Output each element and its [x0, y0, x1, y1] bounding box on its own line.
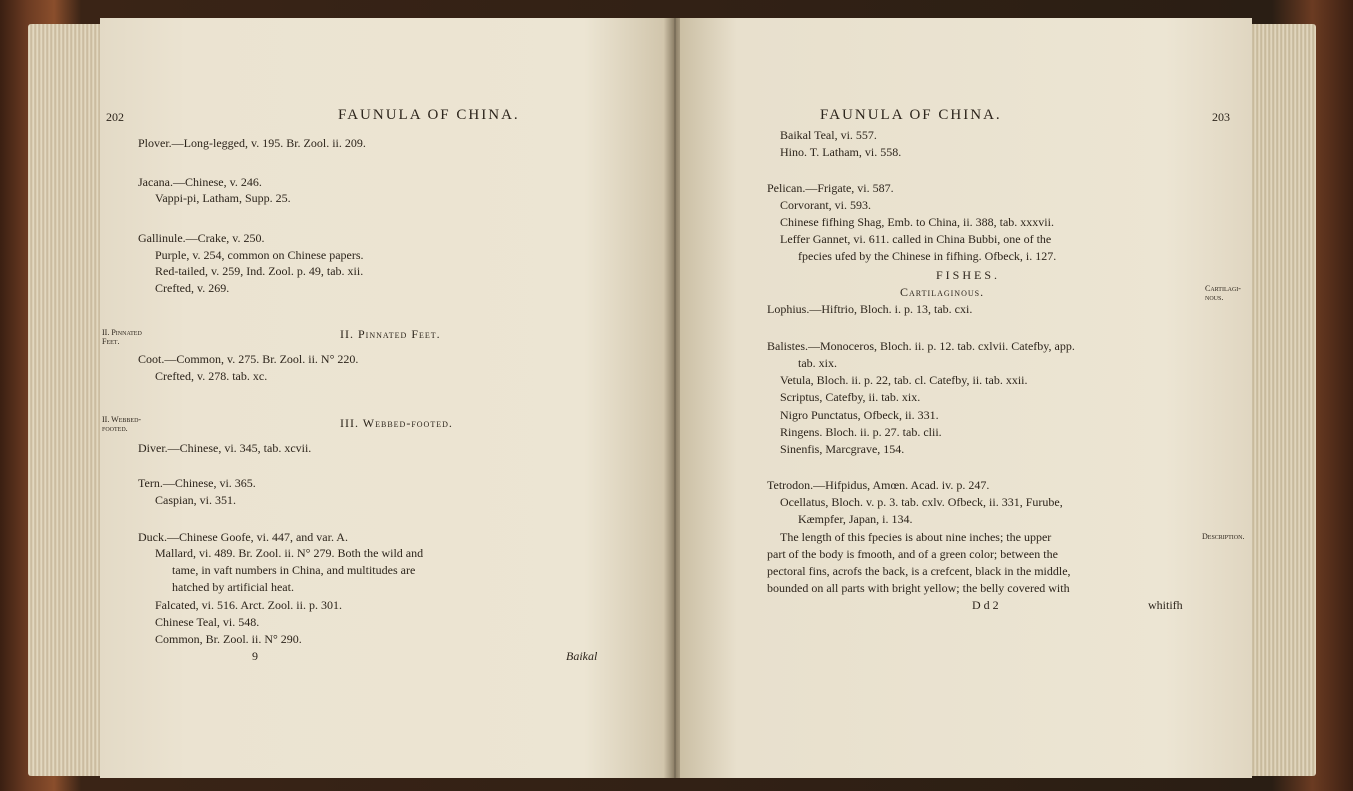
text-line: Common, Br. Zool. ii. N° 290.: [155, 632, 302, 646]
text-line: hatched by artificial heat.: [172, 580, 294, 594]
text-line: Scriptus, Catefby, ii. tab. xix.: [780, 390, 921, 404]
text-line: Sinenfis, Marcgrave, 154.: [780, 442, 905, 456]
section-title-pinnated: II. Pinnated Feet.: [340, 327, 441, 341]
text-line: Corvorant, vi. 593.: [780, 198, 871, 212]
text-line: Plover.—Long-legged, v. 195. Br. Zool. ii. 209.: [138, 136, 366, 150]
cartilaginous-heading: Cartilaginous.: [900, 285, 985, 299]
text-line: Chinese fifhing Shag, Emb. to China, ii. 388, tab. xxxvii.: [780, 215, 1054, 229]
signature-mark: 9: [252, 649, 258, 663]
right-page: [680, 18, 1252, 778]
text-line: Diver.—Chinese, vi. 345, tab. xcvii.: [138, 441, 312, 455]
margin-note-pinnated: II. Pinnated Feet.: [102, 328, 142, 346]
text-line: Pelican.—Frigate, vi. 587.: [767, 181, 894, 195]
text-line: Red-tailed, v. 259, Ind. Zool. p. 49, tab. xii.: [155, 264, 364, 278]
text-line: tab. xix.: [798, 356, 837, 370]
page-edges-left: [28, 24, 106, 776]
text-line: tame, in vaft numbers in China, and multitudes are: [172, 563, 416, 577]
text-line: Coot.—Common, v. 275. Br. Zool. ii. N° 220.: [138, 352, 359, 366]
text-line: Ocellatus, Bloch. v. p. 3. tab. cxlv. Ofbeck, ii. 331, Furube,: [780, 495, 1063, 509]
text-line: Caspian, vi. 351.: [155, 493, 236, 507]
text-line: Jacana.—Chinese, v. 246.: [138, 175, 262, 189]
text-line: Gallinule.—Crake, v. 250.: [138, 231, 265, 245]
margin-note-webbed: II. Webbed- footed.: [102, 415, 142, 433]
text-line: Falcated, vi. 516. Arct. Zool. ii. p. 301.: [155, 598, 342, 612]
text-line: Leffer Gannet, vi. 611. called in China Bubbi, one of the: [780, 232, 1052, 246]
text-line: bounded on all parts with bright yellow; the belly covered with: [767, 581, 1070, 595]
catchword: whitifh: [1148, 598, 1183, 612]
margin-note-description: Description.: [1202, 532, 1245, 541]
page-number: 202: [106, 110, 124, 124]
text-line: Kæmpfer, Japan, i. 134.: [798, 512, 913, 526]
text-line: Ringens. Bloch. ii. p. 27. tab. clii.: [780, 425, 942, 439]
text-line: Hino. T. Latham, vi. 558.: [780, 145, 902, 159]
text-line: Nigro Punctatus, Ofbeck, ii. 331.: [780, 408, 939, 422]
text-line: Crefted, v. 278. tab. xc.: [155, 369, 268, 383]
text-line: Baikal Teal, vi. 557.: [780, 128, 877, 142]
text-line: Duck.—Chinese Goofe, vi. 447, and var. A.: [138, 530, 348, 544]
text-line: Vappi-pi, Latham, Supp. 25.: [155, 191, 291, 205]
text-line: Crefted, v. 269.: [155, 281, 230, 295]
text-line: Chinese Teal, vi. 548.: [155, 615, 260, 629]
fishes-heading: FISHES.: [936, 268, 1001, 282]
running-head: FAUNULA OF CHINA.: [338, 107, 520, 123]
text-line: Purple, v. 254, common on Chinese papers.: [155, 248, 364, 262]
signature-mark: D d 2: [972, 598, 999, 612]
text-line: pectoral fins, acrofs the back, is a crefcent, black in the middle,: [767, 564, 1071, 578]
running-head: FAUNULA OF CHINA.: [820, 107, 1002, 123]
text-line: Tern.—Chinese, vi. 365.: [138, 476, 256, 490]
section-title-webbed: III. Webbed-footed.: [340, 416, 453, 430]
catchword: Baikal: [566, 649, 598, 663]
text-line: Balistes.—Monoceros, Bloch. ii. p. 12. tab. cxlvii. Catefby, app.: [767, 339, 1075, 353]
text-line: Lophius.—Hiftrio, Bloch. i. p. 13, tab. cxi.: [767, 302, 973, 316]
text-line: Tetrodon.—Hifpidus, Amœn. Acad. iv. p. 247.: [767, 478, 990, 492]
margin-note-cartilaginous: Cartilagi- nous.: [1205, 284, 1241, 302]
page-number: 203: [1212, 110, 1230, 124]
page-edges-right: [1246, 24, 1316, 776]
text-line: part of the body is fmooth, and of a green color; between the: [767, 547, 1058, 561]
left-page: [100, 18, 670, 778]
text-line: Vetula, Bloch. ii. p. 22, tab. cl. Catefby, ii. tab. xxii.: [780, 373, 1028, 387]
text-line: The length of this fpecies is about nine inches; the upper: [780, 530, 1052, 544]
text-line: fpecies ufed by the Chinese in fifhing. Ofbeck, i. 127.: [798, 249, 1057, 263]
text-line: Mallard, vi. 489. Br. Zool. ii. N° 279. Both the wild and: [155, 546, 424, 560]
